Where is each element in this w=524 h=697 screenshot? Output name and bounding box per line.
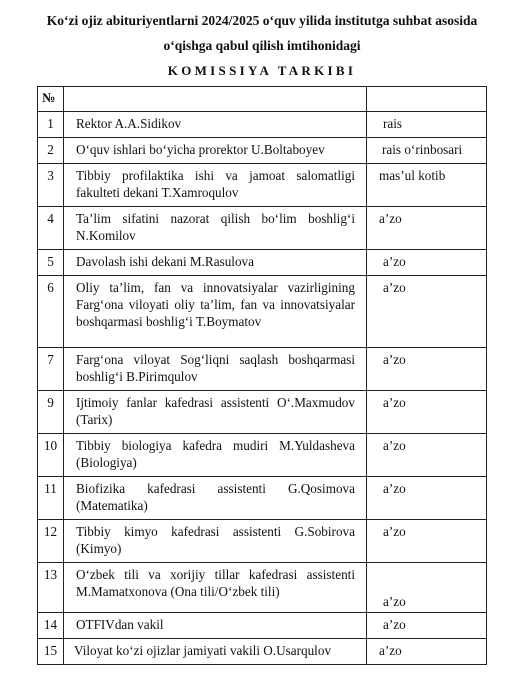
- row-number: 11: [38, 477, 64, 520]
- table-row: [38, 563, 487, 613]
- table-row: [38, 164, 487, 207]
- row-number: 14: [38, 613, 64, 639]
- table-row: [38, 138, 487, 164]
- member-role: a’zo: [367, 276, 487, 348]
- member-role: mas’ul kotib: [367, 164, 487, 207]
- member-role: a’zo: [367, 613, 487, 639]
- row-number: 6: [38, 276, 64, 348]
- row-number: 13: [38, 563, 64, 613]
- member-name: Tibbiy profilaktika ishi va jamoat salomatligi fakulteti dekani T.Xamroqulov: [64, 164, 367, 207]
- table-row: [38, 250, 487, 276]
- table-row: [38, 348, 487, 391]
- member-role: a’zo: [367, 520, 487, 563]
- table-row: [38, 391, 487, 434]
- member-role: a’zo: [367, 348, 487, 391]
- table-row: [38, 520, 487, 563]
- member-name: Davolash ishi dekani M.Rasulova: [64, 250, 367, 276]
- row-number: 2: [38, 138, 64, 164]
- table-row: [38, 207, 487, 250]
- member-name: Ijtimoiy fanlar kafedrasi assistenti O‘.Maxmudov (Tarix): [64, 391, 367, 434]
- commission-table: [37, 86, 487, 665]
- role-column-header: [367, 87, 487, 112]
- member-role: a’zo: [367, 434, 487, 477]
- row-number: 5: [38, 250, 64, 276]
- name-column-header: [64, 87, 367, 112]
- commission-heading: KOMISSIYA TARKIBI: [167, 63, 357, 78]
- number-column-header: №: [38, 87, 64, 112]
- table-header-row: [38, 87, 487, 112]
- member-name: Biofizika kafedrasi assistenti G.Qosimova (Matematika): [64, 477, 367, 520]
- member-role: rais: [367, 112, 487, 138]
- member-name: Viloyat ko‘zi ojizlar jamiyati vakili O.Usarqulov: [64, 639, 367, 665]
- document-title-line-2: o‘qishga qabul qilish imtihonidagi: [163, 38, 361, 53]
- member-role: a’zo: [367, 207, 487, 250]
- member-role: a’zo: [367, 639, 487, 665]
- member-name: Tibbiy kimyo kafedrasi assistenti G.Sobirova (Kimyo): [64, 520, 367, 563]
- row-number: 9: [38, 391, 64, 434]
- row-number: 12: [38, 520, 64, 563]
- row-number: 10: [38, 434, 64, 477]
- row-number: 15: [38, 639, 64, 665]
- member-role: a’zo: [367, 477, 487, 520]
- member-name: Farg‘ona viloyat Sog‘liqni saqlash boshqarmasi boshlig‘i B.Pirimqulov: [64, 348, 367, 391]
- member-name: O‘quv ishlari bo‘yicha prorektor U.Boltaboyev: [64, 138, 367, 164]
- member-name: Rektor A.A.Sidikov: [64, 112, 367, 138]
- member-role: rais o‘rinbosari: [367, 138, 487, 164]
- member-name: Ta’lim sifatini nazorat qilish bo‘lim boshlig‘i N.Komilov: [64, 207, 367, 250]
- member-role: a’zo: [367, 563, 487, 613]
- row-number: 4: [38, 207, 64, 250]
- member-name: O‘zbek tili va xorijiy tillar kafedrasi assistenti M.Mamatxonova (Ona tili/O‘zbek tili): [64, 563, 367, 613]
- member-name: Tibbiy biologiya kafedra mudiri M.Yuldasheva (Biologiya): [64, 434, 367, 477]
- member-role: a’zo: [367, 391, 487, 434]
- table-row: [38, 613, 487, 639]
- member-name: OTFIVdan vakil: [64, 613, 367, 639]
- row-number: 1: [38, 112, 64, 138]
- table-row: [38, 276, 487, 348]
- table-row: [38, 639, 487, 665]
- table-row: [38, 434, 487, 477]
- table-row: [38, 112, 487, 138]
- member-name: Oliy ta’lim, fan va innovatsiyalar vazirligining Farg‘ona viloyati oliy ta’lim, fan va innovatsiyalar boshqarmasi boshlig‘i T.Boymatov: [64, 276, 367, 348]
- row-number: 3: [38, 164, 64, 207]
- table-row: [38, 477, 487, 520]
- document-title-line-1: Ko‘zi ojiz abituriyentlarni 2024/2025 o‘quv yilida institutga suhbat asosida: [46, 13, 478, 28]
- member-role: a’zo: [367, 250, 487, 276]
- row-number: 7: [38, 348, 64, 391]
